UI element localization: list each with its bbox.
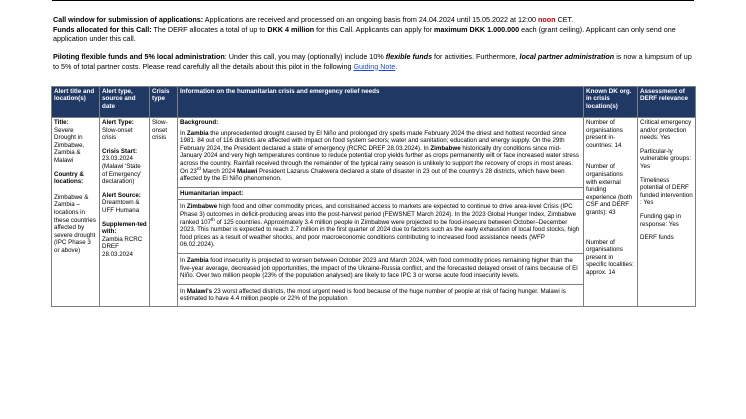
local-admin-term: local partner administration: [519, 52, 615, 61]
assessment-derf-funds: DERF funds: [640, 234, 674, 242]
header-alert-title: Alert title and location(s): [52, 87, 100, 118]
pilot-text-3: is now a lumpsum of up to 5% of total partner costs. Please read carefully all the details about this pilot in the following: [53, 52, 692, 71]
alert-source-label: Alert Source:: [102, 191, 141, 199]
flexible-funds-term: flexible funds: [385, 52, 433, 61]
assessment-timeliness: Timeliness potential of DERF funded intervention : Yes: [640, 176, 693, 207]
text-run: In: [180, 256, 187, 264]
text-run: President Lazarus Chakwera declared a state of disaster in 23 out of the country's 28 districts, which have been affected by the El Niño phenomenon.: [180, 167, 565, 183]
guiding-note-link[interactable]: Guiding Note: [353, 61, 396, 71]
impact-heading: Humanitarian impact:: [180, 189, 244, 197]
assessment-funding-gap: Funding gap in response: Yes: [640, 212, 681, 228]
assessment-critical: Critical emergency and/or protection needs: Yes: [640, 119, 692, 142]
funds-text-1: The DERF allocates a total of up to: [151, 24, 268, 34]
known-orgs-cell: [584, 118, 638, 307]
header-alert-type: Alert type, source and date: [100, 87, 150, 118]
orgs-present-countries: Number of organisations present in-countries: 14: [586, 119, 623, 149]
text-run: In: [180, 129, 187, 137]
supplemented-value: Zambia RCRC DREF 28.03.2024: [102, 235, 143, 258]
superscript: rd: [196, 165, 201, 171]
country-zambia: Zambia: [186, 256, 209, 264]
funds-text-2: for this Call. Applicants can apply for: [314, 24, 434, 34]
country-malawi: Malawi: [237, 167, 258, 175]
alert-source-value: Dreamtown & UFF Humana: [102, 199, 140, 214]
header-crisis-type: Crisis type: [150, 87, 178, 118]
pilot-section: [53, 52, 693, 71]
header-crisis-info: Information on the humanitarian crisis and emergency relief needs: [178, 87, 584, 118]
pilot-label: Piloting flexible funds and 5% local administration: [53, 52, 225, 61]
funds-amount-max: maximum DKK 1.000.000: [433, 24, 520, 34]
orgs-specific-localities: Number of organisations present in specific localities: approx. 14: [586, 238, 634, 276]
noon-highlight: noon: [538, 15, 556, 24]
call-window-paragraph: [53, 15, 693, 25]
text-run: food insecurity is projected to worsen between October 2023 and March 2024, with food commodity prices remaining higher than the five-year average, decreased job opportunities, the impact of the Ukraine-Russia conflict, and the forecasted delayed onset of rains because of El Niño. Over two million people (23% of the population analysed) are likely to face IPC 3 or worse acute food insecurity levels.: [180, 256, 578, 280]
country-zambia: Zambia: [186, 129, 209, 137]
text-run: of 125 countries. Approximately 3.4 million people in Zimbabwe were projected to be food-insecure between October–December 2023. This number is expected to reach 2.7 million in the first quarter of 2024 due to factors such as the early exhaustion of local food stocks, high food prices as a result of weather shocks, and poor macroeconomic conditions contributing to increased food assistance needs (WFP 06.02.2024).: [180, 218, 580, 249]
alert-type-cell: [100, 118, 150, 307]
impact-malawi-paragraph: [180, 287, 581, 305]
call-window-suffix: CET.: [555, 15, 574, 24]
call-info-section: [53, 15, 693, 44]
crisis-start-label: Crisis Start:: [102, 147, 138, 155]
title-value: Severe Drought in Zimbabwe, Zambia & Malawi: [54, 126, 85, 164]
text-run: In: [180, 287, 187, 295]
funds-amount-total: DKK 4 million: [267, 24, 315, 34]
table-row: [52, 118, 696, 307]
crisis-info-cell: [178, 118, 584, 307]
supplemented-label: Supplemen-ted with:: [102, 220, 147, 236]
assessment-cell: [638, 118, 696, 307]
pilot-end: .: [395, 61, 398, 71]
impact-zambia-paragraph: [180, 256, 581, 282]
background-paragraph: [180, 129, 581, 185]
funds-text-3: each (grant ceiling). Applicant can only send one application under this call.: [53, 24, 676, 44]
divider: [178, 199, 583, 200]
country-value: Zimbabwe & Zambia – locations in these countries affected by severe drought (IPC Phase 3 or above): [54, 193, 96, 254]
text-run: March 2024: [200, 167, 237, 175]
country-zimbabwe: Zimbabwe: [186, 203, 218, 211]
table-header-row: [52, 87, 696, 118]
top-divider: [52, 0, 694, 1]
divider: [178, 253, 583, 254]
text-run: In: [180, 203, 187, 211]
background-heading: Background:: [180, 119, 219, 126]
call-window-label: Call window for submission of applications:: [53, 15, 204, 24]
text-run: high food and other commodity prices, and constrained access to markets are expected to continue to drive area-level Crisis (IPC Phase 3) outcomes in deficit-producing areas into the post-harvest period (FEWSNET March 2024). In the 2023 Global Hunger Index, Zimbabwe ranked 107: [180, 203, 577, 226]
country-zimbabwe: Zimbabwe: [430, 144, 461, 152]
pilot-text-2: for activities. Furthermore,: [432, 52, 520, 61]
divider: [178, 284, 583, 285]
impact-zimbabwe-paragraph: [180, 202, 581, 251]
orgs-external-funding: Number of organisations with external funding experience (both CSF and DERF grants): 43: [586, 163, 633, 216]
text-run: historically dry conditions since mid-January 2024 and very high temperatures continue to reduce potential crop yields further as crops permanently wilt or face increased water stress across the country. Rainfall received through the remainder of the typical rainy season is unlikely to support the recovery of crops in most areas. On 23: [180, 144, 579, 175]
alerts-table: [51, 86, 696, 307]
call-window-text: Applications are received and processed on an ongoing basis from 24.04.2024 until 15.05.2022 at 12:00: [203, 15, 539, 24]
text-run: the unprecedented drought caused by El Niño and prolonged dry spells made February 2024 the driest and hottest recorded since 1981. 84 out of 116 districts are affected with impact on food system sectors; water and sanitation; education and energy supply. On the 29th February 2024, the President declared a state of emergency (RCRC DREF 28.03.2024). In: [180, 129, 567, 152]
superscript: th: [210, 216, 215, 222]
assessment-vulnerable: Particular-ly vulnerable groups: Yes: [640, 147, 691, 170]
header-assessment: Assessment of DERF relevance: [638, 87, 696, 118]
country-malawi: Malawi's: [186, 287, 213, 295]
pilot-text-1: : Under this call, you may (optionally) include 10%: [224, 52, 386, 61]
pilot-paragraph: [53, 52, 693, 71]
crisis-type-cell: Slow-onset crisis: [150, 118, 178, 307]
title-label: Title:: [54, 119, 69, 126]
header-known-orgs: Known DK org. in crisis location(s): [584, 87, 638, 118]
alert-type-value: Slow-onset crisis: [102, 126, 133, 142]
alert-type-label: Alert Type:: [102, 119, 134, 126]
crisis-start-value: 23.03.2024 (Malawi 'State of Emergency' declaration): [102, 155, 142, 186]
alert-title-cell: [52, 118, 100, 307]
text-run: 23 worst affected districts, the most urgent need is food because of the huge number of people at risk of facing hunger. Malawi is estimated to have 4.4 million people or 22% of the population: [180, 287, 566, 303]
country-label: Country & locations:: [54, 170, 84, 186]
funds-paragraph: [53, 25, 693, 44]
funds-label: Funds allocated for this Call:: [53, 24, 152, 34]
divider: [178, 187, 583, 188]
